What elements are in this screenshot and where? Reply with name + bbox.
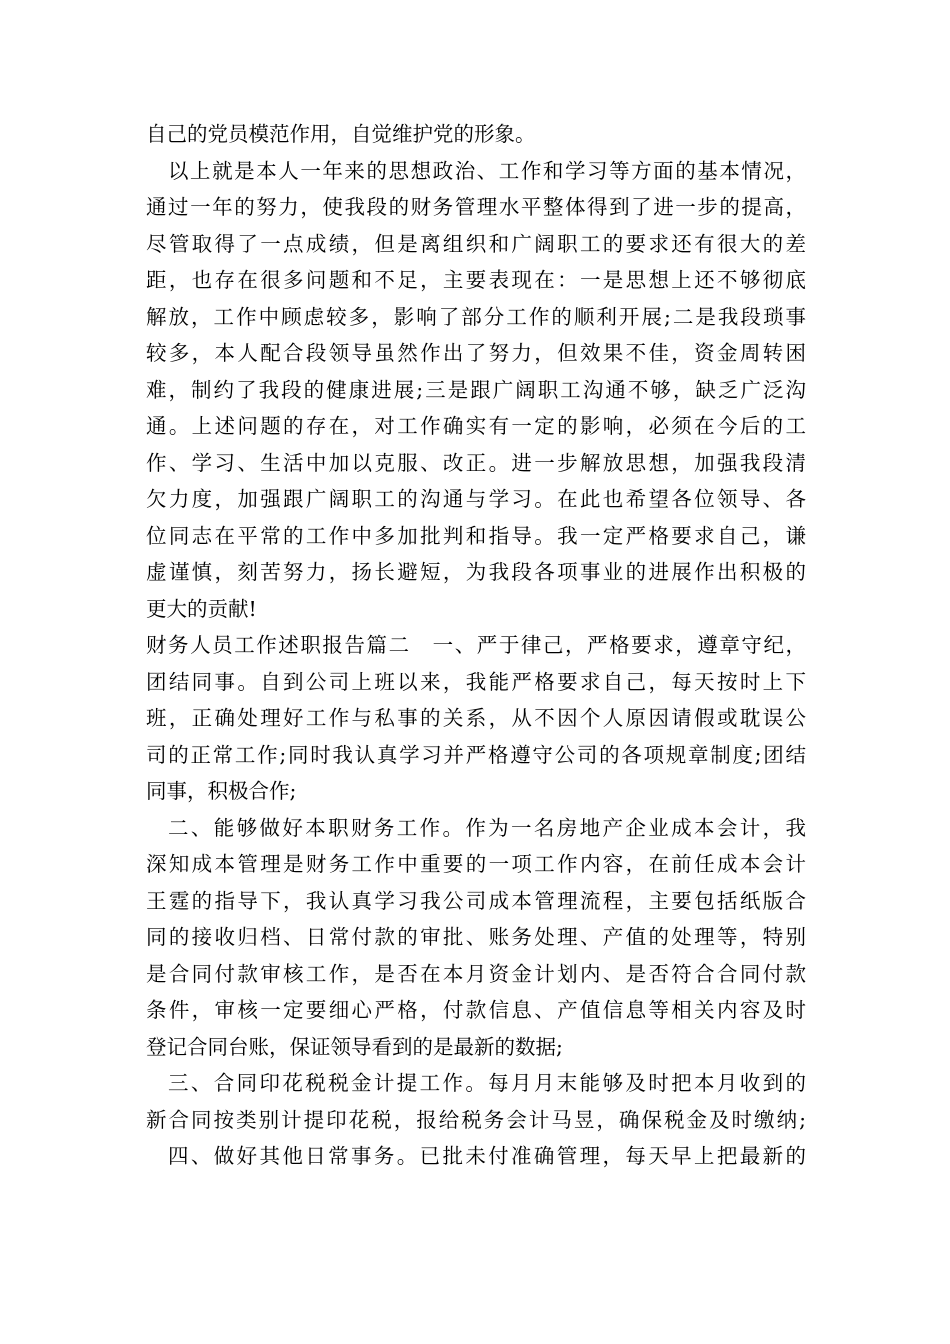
text-line: 位同志在平常的工作中多加批判和指导。我一定严格要求自己，谦 <box>146 523 806 548</box>
text-line: 班，正确处理好工作与私事的关系，从不因个人原因请假或耽误公 <box>146 706 806 730</box>
text-line: 是合同付款审核工作，是否在本月资金计划内、是否符合合同付款 <box>146 961 806 986</box>
text-line: 以上就是本人一年来的思想政治、工作和学习等方面的基本情况， <box>168 158 806 183</box>
text-line: 二、能够做好本职财务工作。作为一名房地产企业成本会计，我 <box>168 815 806 840</box>
text-line: 较多，本人配合段领导虽然作出了努力，但效果不佳，资金周转困 <box>146 341 806 365</box>
text-line: 自己的党员模范作用，自觉维护党的形象。 <box>146 122 536 146</box>
text-line: 虚谨慎，刻苦努力，扬长避短，为我段各项事业的进展作出积极的 <box>146 560 806 584</box>
text-line: 同的接收归档、日常付款的审批、账务处理、产值的处理等，特别 <box>146 925 806 949</box>
text-line: 欠力度，加强跟广阔职工的沟通与学习。在此也希望各位领导、各 <box>146 487 806 511</box>
text-line: 条件，审核一定要细心严格，付款信息、产值信息等相关内容及时 <box>146 998 806 1022</box>
text-line: 通过一年的努力，使我段的财务管理水平整体得到了进一步的提高， <box>146 195 806 219</box>
text-line: 作、学习、生活中加以克服、改正。进一步解放思想，加强我段清 <box>146 450 806 475</box>
text-line: 财务人员工作述职报告篇二 一、严于律己，严格要求，遵章守纪， <box>146 633 806 657</box>
text-line: 更大的贡献! <box>146 596 257 621</box>
text-line: 三、合同印花税税金计提工作。每月月末能够及时把本月收到的 <box>168 1071 806 1095</box>
text-line: 深知成本管理是财务工作中重要的一项工作内容，在前任成本会计 <box>146 852 806 876</box>
text-line: 尽管取得了一点成绩，但是离组织和广阔职工的要求还有很大的差 <box>146 231 806 256</box>
text-line: 同事，积极合作; <box>146 779 297 803</box>
document-body <box>146 116 806 1175</box>
text-line: 四、做好其他日常事务。已批未付准确管理，每天早上把最新的 <box>168 1144 806 1168</box>
text-line: 登记合同台账，保证领导看到的是最新的数据; <box>146 1034 563 1059</box>
text-line: 难，制约了我段的健康进展;三是跟广阔职工沟通不够，缺乏广泛沟 <box>146 377 806 402</box>
text-line: 通。上述问题的存在，对工作确实有一定的影响，必须在今后的工 <box>146 414 806 438</box>
text-line: 王霆的指导下，我认真学习我公司成本管理流程，主要包括纸版合 <box>146 888 806 913</box>
text-line: 距，也存在很多问题和不足，主要表现在：一是思想上还不够彻底 <box>146 268 806 292</box>
text-line: 司的正常工作;同时我认真学习并严格遵守公司的各项规章制度;团结 <box>146 742 806 767</box>
text-line: 团结同事。自到公司上班以来，我能严格要求自己，每天按时上下 <box>146 669 806 694</box>
text-line: 新合同按类别计提印花税，报给税务会计马昱，确保税金及时缴纳; <box>146 1107 806 1132</box>
text-line: 解放，工作中顾虑较多，影响了部分工作的顺利开展;二是我段琐事 <box>146 304 806 329</box>
